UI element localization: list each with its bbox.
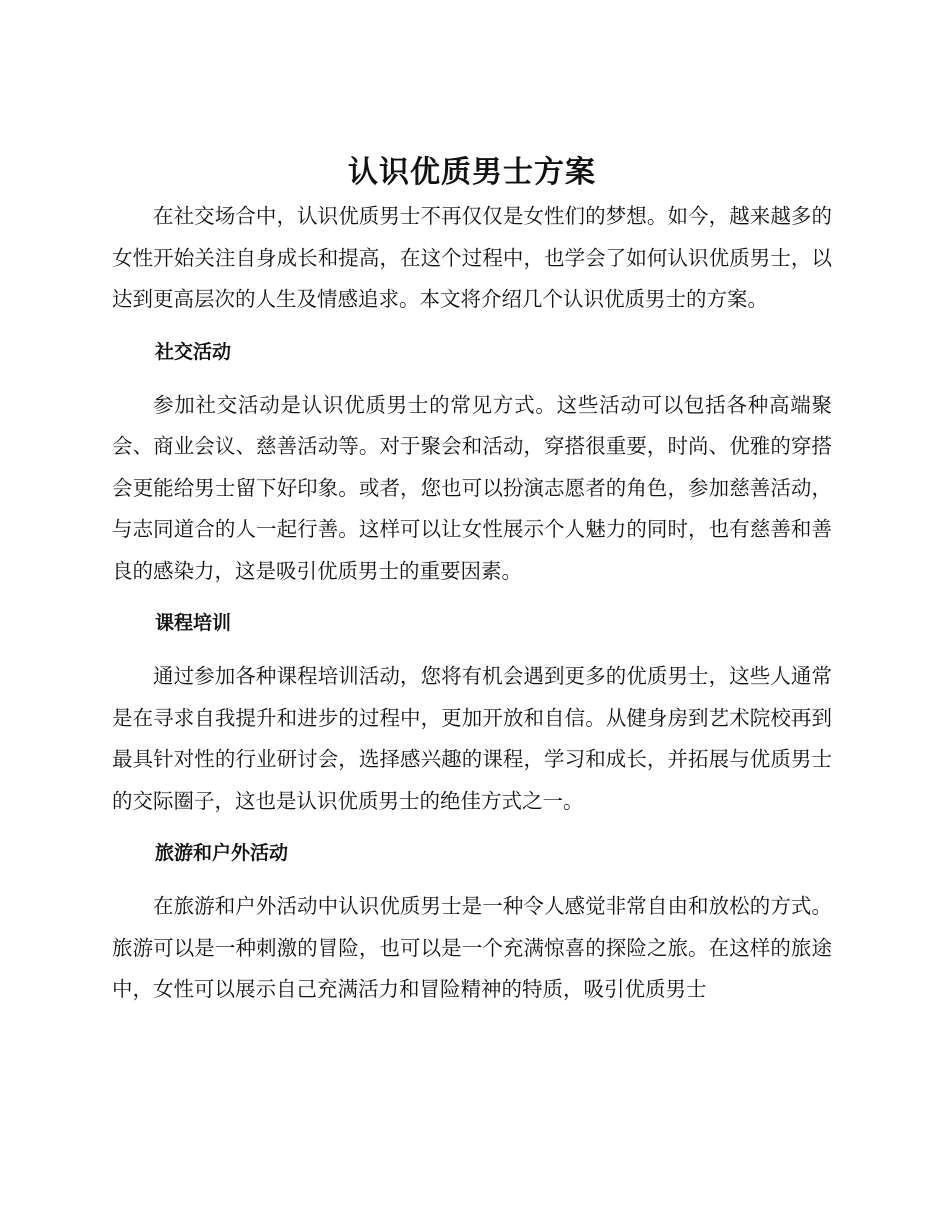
- intro-paragraph: 在社交场合中，认识优质男士不再仅仅是女性们的梦想。如今，越来越多的女性开始关注自身成长和提高，在这个过程中，也学会了如何认识优质男士，以达到更高层次的人生及情感追求。本文将介绍几个认识优质男士的方案。: [112, 204, 832, 311]
- section-heading-social: 社交活动: [155, 340, 232, 363]
- document-page: [112, 150, 832, 1011]
- document-title: 认识优质男士方案: [348, 155, 596, 190]
- section-body-travel: 在旅游和户外活动中认识优质男士是一种令人感觉非常自由和放松的方式。旅游可以是一种刺激的冒险，也可以是一个充满惊喜的探险之旅。在这样的旅途中，女性可以展示自己充满活力和冒险精神的特质，吸引优质男士: [112, 894, 832, 1001]
- section-body-courses: 通过参加各种课程培训活动，您将有机会遇到更多的优质男士，这些人通常是在寻求自我提升和进步的过程中，更加开放和自信。从健身房到艺术院校再到最具针对性的行业研讨会，选择感兴趣的课程，学习和成长，并拓展与优质男士的交际圈子，这也是认识优质男士的绝佳方式之一。: [112, 664, 832, 813]
- section-heading-travel: 旅游和户外活动: [155, 842, 289, 864]
- section-body-social: 参加社交活动是认识优质男士的常见方式。这些活动可以包括各种高端聚会、商业会议、慈善活动等。对于聚会和活动，穿搭很重要，时尚、优雅的穿搭会更能给男士留下好印象。或者，您也可以扮演志愿者的角色，参加慈善活动，与志同道合的人一起行善。这样可以让女性展示个人魅力的同时，也有慈善和善良的感染力，这是吸引优质男士的重要因素。: [112, 392, 832, 583]
- section-heading-courses: 课程培训: [155, 612, 232, 634]
